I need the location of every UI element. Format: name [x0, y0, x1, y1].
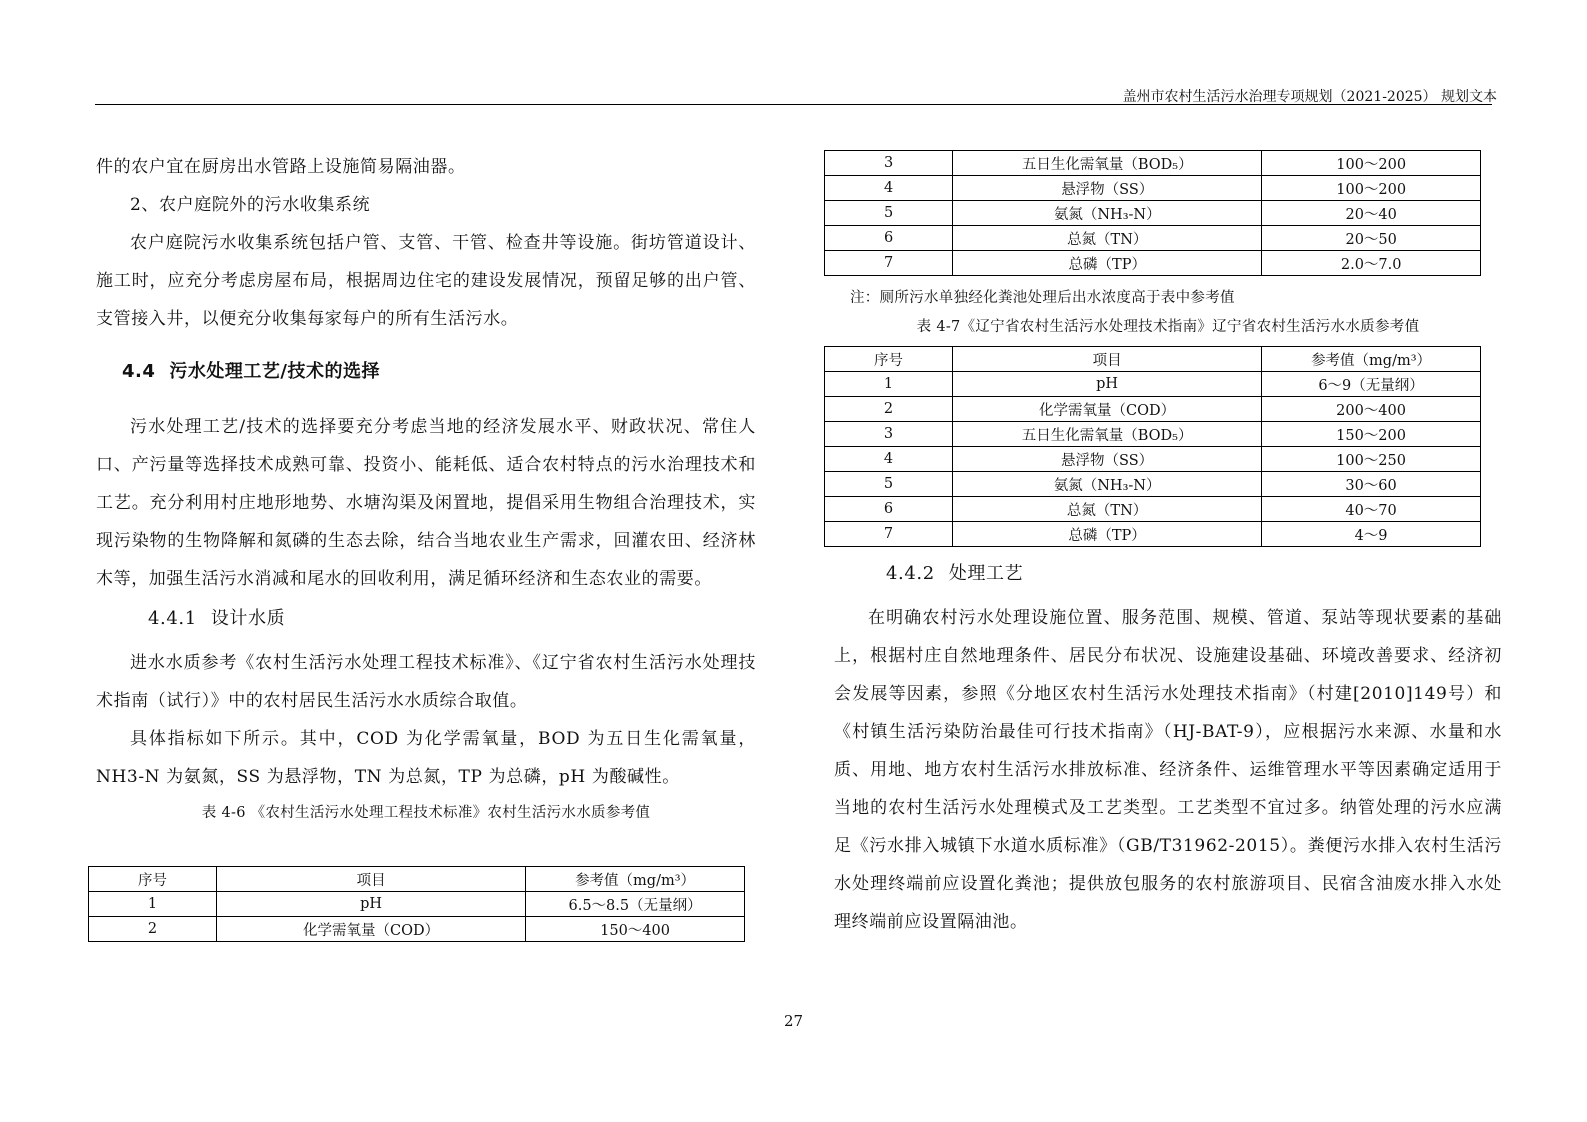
table-cell: 氨氮（NH₃-N）	[953, 201, 1262, 226]
table-cell: 5	[825, 201, 953, 226]
table-cell: 6	[825, 497, 953, 522]
table-4-7	[824, 346, 1481, 547]
table-row	[825, 447, 1481, 472]
table-row	[89, 892, 745, 917]
table-cell: 4～9	[1262, 522, 1481, 547]
table-cell: 总磷（TP）	[953, 522, 1262, 547]
table-cell: 总氮（TN）	[953, 226, 1262, 251]
table-caption: 表 4-7《辽宁省农村生活污水处理技术指南》辽宁省农村生活污水水质参考值	[916, 319, 1420, 335]
table-header-row	[89, 867, 745, 892]
paragraph: 进水水质参考《农村生活污水处理工程技术标准》、《辽宁省农村生活污水处理技术指南（试行）》中的农村居民生活污水水质综合取值。	[96, 653, 756, 711]
right-column	[834, 150, 1502, 941]
table-cell: 150～400	[526, 917, 745, 942]
paragraph: 在明确农村污水处理设施位置、服务范围、规模、管道、泵站等现状要素的基础上，根据村庄自然地理条件、居民分布状况、设施建设基础、环境改善要求、经济初会发展等因素，参照《分地区农村生活污水处理技术指南》（村建[2010]149号）和《村镇生活污染防治最佳可行技术指南》（HJ-BAT-9），应根据污水来源、水量和水质、用地、地方农村生活污水排放标准、经济条件、运维管理水平等因素确定适用于当地的农村生活污水处理模式及工艺类型。工艺类型不宜过多。纳管处理的污水应满足《污水排入城镇下水道水质标准》（GB/T31962-2015）。粪便污水排入农村生活污水处理终端前应设置化粪池；提供放包服务的农村旅游项目、民宿含油废水排入水处理终端前应设置隔油池。	[834, 608, 1502, 932]
table-cell: 1	[89, 892, 217, 917]
table-cell: pH	[217, 892, 526, 917]
table-row	[825, 422, 1481, 447]
table-cell: 30～60	[1262, 472, 1481, 497]
table-row	[825, 522, 1481, 547]
table-cell: 五日生化需氧量（BOD₅）	[953, 422, 1262, 447]
page-number: 27	[783, 1012, 804, 1030]
table-cell: 200～400	[1262, 397, 1481, 422]
table-cell: 3	[825, 422, 953, 447]
table-header-cell: 序号	[825, 347, 953, 372]
section-heading-4-4-2	[886, 555, 1502, 593]
table-cell: 1	[825, 372, 953, 397]
table-row	[825, 472, 1481, 497]
table-cell: 氨氮（NH₃-N）	[953, 472, 1262, 497]
table-cell: 150～200	[1262, 422, 1481, 447]
running-header: 盖州市农村生活污水治理专项规划（2021-2025） 规划文本	[1122, 89, 1497, 105]
table-row	[825, 176, 1481, 201]
table-cell: 6	[825, 226, 953, 251]
section-number: 4.4	[122, 361, 156, 382]
table-cell: 4	[825, 176, 953, 201]
table-row	[825, 226, 1481, 251]
table-cell: 6～9（无量纲）	[1262, 372, 1481, 397]
table-cell: 100～200	[1262, 176, 1481, 201]
table-cell: 5	[825, 472, 953, 497]
table-cell: 100～250	[1262, 447, 1481, 472]
table-cell: 总磷（TP）	[953, 251, 1262, 276]
table-cell: 化学需氧量（COD）	[953, 397, 1262, 422]
table-header-cell: 项目	[953, 347, 1262, 372]
section-title: 处理工艺	[948, 563, 1024, 584]
section-heading-4-4-1	[148, 600, 756, 638]
table-header-cell: 项目	[217, 867, 526, 892]
table-header-row	[825, 347, 1481, 372]
paragraph: 件的农户宜在厨房出水管路上设施简易隔油器。	[96, 157, 466, 177]
table-caption: 表 4-6 《农村生活污水处理工程技术标准》农村生活污水水质参考值	[201, 805, 651, 821]
table-cell: 20～50	[1262, 226, 1481, 251]
table-4-6-part2	[824, 150, 1481, 276]
table-cell: 总氮（TN）	[953, 497, 1262, 522]
table-row	[825, 372, 1481, 397]
table-cell: 7	[825, 251, 953, 276]
table-cell: pH	[953, 372, 1262, 397]
table-header-cell: 序号	[89, 867, 217, 892]
table-cell: 悬浮物（SS）	[953, 176, 1262, 201]
table-row	[825, 151, 1481, 176]
table-cell: 4	[825, 447, 953, 472]
table-header-cell: 参考值（mg/m³）	[526, 867, 745, 892]
table-row	[825, 397, 1481, 422]
table-row	[89, 917, 745, 942]
table-cell: 2.0～7.0	[1262, 251, 1481, 276]
paragraph: 农户庭院污水收集系统包括户管、支管、干管、检查井等设施。街坊管道设计、施工时，应充分考虑房屋布局，根据周边住宅的建设发展情况，预留足够的出户管、支管接入井，以便充分收集每家每户的所有生活污水。	[96, 233, 756, 329]
table-cell: 五日生化需氧量（BOD₅）	[953, 151, 1262, 176]
table-cell: 化学需氧量（COD）	[217, 917, 526, 942]
table-cell: 2	[825, 397, 953, 422]
table-row	[825, 201, 1481, 226]
section-number: 4.4.2	[886, 563, 935, 584]
table-cell: 20～40	[1262, 201, 1481, 226]
table-cell: 悬浮物（SS）	[953, 447, 1262, 472]
table-header-cell: 参考值（mg/m³）	[1262, 347, 1481, 372]
paragraph: 具体指标如下所示。其中，COD 为化学需氧量，BOD 为五日生化需氧量，NH3-N 为氨氮，SS 为悬浮物，TN 为总氮，TP 为总磷，pH 为酸碱性。	[96, 729, 756, 787]
table-cell: 6.5～8.5（无量纲）	[526, 892, 745, 917]
table-cell: 7	[825, 522, 953, 547]
table-4-6-part1	[88, 866, 745, 942]
table-row	[825, 497, 1481, 522]
header-divider	[95, 104, 1492, 105]
table-note: 注：厕所污水单独经化粪池处理后出水浓度高于表中参考值	[850, 290, 1235, 306]
table-cell: 40～70	[1262, 497, 1481, 522]
list-item-heading: 2、农户庭院外的污水收集系统	[130, 195, 371, 215]
section-number: 4.4.1	[148, 608, 197, 629]
section-heading-4-4	[122, 360, 756, 384]
section-title: 污水处理工艺/技术的选择	[169, 361, 380, 382]
table-cell: 3	[825, 151, 953, 176]
left-column	[96, 148, 756, 832]
section-title: 设计水质	[210, 608, 286, 629]
table-row	[825, 251, 1481, 276]
table-cell: 100～200	[1262, 151, 1481, 176]
paragraph: 污水处理工艺/技术的选择要充分考虑当地的经济发展水平、财政状况、常住人口、产污量等选择技术成熟可靠、投资小、能耗低、适合农村特点的污水治理技术和工艺。充分利用村庄地形地势、水塘沟渠及闲置地，提倡采用生物组合治理技术，实现污染物的生物降解和氮磷的生态去除，结合当地农业生产需求，回灌农田、经济林木等，加强生活污水消减和尾水的回收利用，满足循环经济和生态农业的需要。	[96, 417, 756, 589]
table-cell: 2	[89, 917, 217, 942]
